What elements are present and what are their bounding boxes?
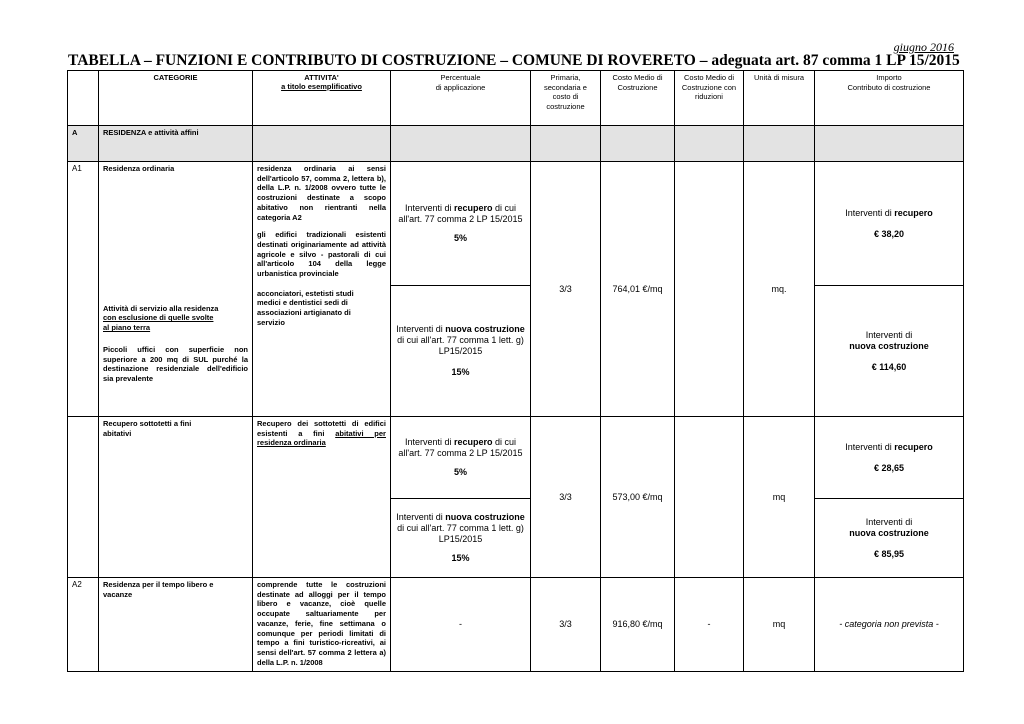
- a1-att-servizi: acconciatori, estetisti studi medici e dentistici sedi di associazioni artigianato di servizio: [257, 288, 354, 327]
- a2-unita: mq: [744, 578, 815, 672]
- document-date: giugno 2016: [893, 40, 954, 54]
- a2-primaria: 3/3: [531, 578, 601, 672]
- a1-perc-recupero: Interventi di recupero di cui all'art. 77 comma 2 LP 15/2015 5%: [391, 162, 531, 286]
- section-a-code: A: [68, 126, 99, 162]
- a1-cat-servizio: Attività di servizio alla residenza con esclusione di quelle svolte al piano terra: [103, 303, 219, 333]
- section-a-label: RESIDENZA e attività affini: [99, 126, 253, 162]
- a2-costo-riduzioni: -: [675, 578, 744, 672]
- header-categorie: CATEGORIE: [99, 71, 253, 126]
- a2-perc: -: [391, 578, 531, 672]
- a2-categorie: Residenza per il tempo libero e vacanze: [99, 578, 253, 672]
- header-attivita: ATTIVITA' a titolo esemplificativo: [253, 71, 391, 126]
- a1-cat-uffici: Piccoli uffici con superficie non superiore a 200 mq di SUL purché la destinazione residenziale dell'edificio sia prevalente: [103, 344, 248, 383]
- a1-unita: mq.: [744, 162, 815, 417]
- a1b-costo-riduzioni: [675, 417, 744, 578]
- header-costo-medio: Costo Medio di Costruzione: [601, 71, 675, 126]
- a1b-perc-nuova: Interventi di nuova costruzione di cui all'art. 77 comma 1 lett. g) LP15/2015 15%: [391, 499, 531, 578]
- header-primaria: Primaria, secondaria e costo di costruzione: [531, 71, 601, 126]
- a1-att-residenza: residenza ordinaria ai sensi dell'articolo 57, comma 2, lettera b), della L.P. n. 1/2008 ovvero tutte le costruzioni destinate a scopo abitativo non rientranti nella categoria A2: [257, 164, 386, 222]
- table-header-row: [68, 71, 964, 126]
- document-title: TABELLA – FUNZIONI E CONTRIBUTO DI COSTRUZIONE – COMUNE DI ROVERETO – adeguata art. 87 comma 1 LP 15/2015: [68, 52, 960, 69]
- header-unita: Unità di misura: [744, 71, 815, 126]
- contribution-table: [67, 70, 964, 672]
- section-a-row: [68, 126, 964, 162]
- a1-cat-residenza: Residenza ordinaria: [103, 164, 175, 173]
- a2-code: A2: [68, 578, 99, 672]
- a2-costo: 916,80 €/mq: [601, 578, 675, 672]
- a1b-row-recupero: [68, 417, 964, 499]
- a2-row: [68, 578, 964, 672]
- a1b-categorie: Recupero sottotetti a fini abitativi: [99, 417, 253, 578]
- header-importo: Importo Contributo di costruzione: [815, 71, 964, 126]
- a1-code: A1: [68, 162, 99, 417]
- a1-att-tradizionali: gli edifici tradizionali esistenti destinati originariamente ad attività agricole e silvo - pastorali di cui all'articolo 104 della legge urbanistica provinciale: [257, 230, 386, 279]
- a1-perc-nuova: Interventi di nuova costruzione di cui all'art. 77 comma 1 lett. g) LP15/2015 15%: [391, 286, 531, 417]
- a1-costo-riduzioni: [675, 162, 744, 417]
- header-percentuale: Percentuale di applicazione: [391, 71, 531, 126]
- a2-importo: - categoria non prevista -: [815, 578, 964, 672]
- a1-row-recupero: [68, 162, 964, 286]
- a1-importo-recupero: Interventi di recupero € 38,20: [815, 162, 964, 286]
- a1-attivita: [253, 162, 391, 417]
- a1-primaria: 3/3: [531, 162, 601, 417]
- a1-categorie: [99, 162, 253, 417]
- header-code: [68, 71, 99, 126]
- a1b-unita: mq: [744, 417, 815, 578]
- a1b-perc-recupero: Interventi di recupero di cui all'art. 77 comma 2 LP 15/2015 5%: [391, 417, 531, 499]
- a1-importo-nuova: Interventi di nuova costruzione € 114,60: [815, 286, 964, 417]
- a1b-importo-recupero: Interventi di recupero € 28,65: [815, 417, 964, 499]
- a1-costo: 764,01 €/mq: [601, 162, 675, 417]
- a1b-importo-nuova: Interventi di nuova costruzione € 85,95: [815, 499, 964, 578]
- header-costo-medio-riduzioni: Costo Medio di Costruzione con riduzioni: [675, 71, 744, 126]
- a2-attivita: comprende tutte le costruzioni destinate ad alloggi per il tempo libero e vacanze, cioè quelle occupate saltuariamente per vacanze, ferie, fine settimana o comunque per periodi limitati di tempo a fini turistico-ricreativi, ai sensi dell'art. 57 comma 2 lettera a) della L.P. n. 1/2008: [253, 578, 391, 672]
- a1b-attivita: Recupero dei sottotetti di edifici esistenti a fini abitativi per residenza ordinaria: [253, 417, 391, 578]
- a1b-costo: 573,00 €/mq: [601, 417, 675, 578]
- a1b-primaria: 3/3: [531, 417, 601, 578]
